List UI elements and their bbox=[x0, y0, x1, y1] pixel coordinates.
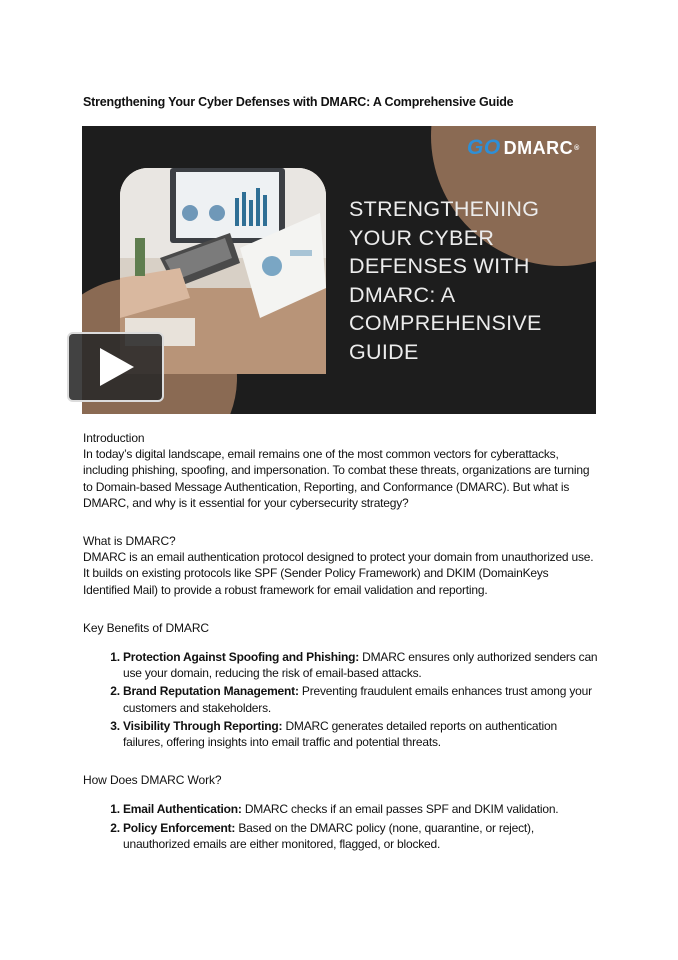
banner-heading-line: STRENGTHENING bbox=[349, 197, 540, 221]
video-play-button[interactable] bbox=[67, 332, 164, 402]
section-what-is-dmarc bbox=[83, 533, 598, 598]
list-item bbox=[123, 718, 598, 750]
banner-heading-line: COMPREHENSIVE bbox=[349, 311, 542, 336]
list-item-text: Preventing fraudulent emails enhances trust among your customers and stakeholders. bbox=[123, 684, 592, 715]
section-introduction bbox=[83, 430, 598, 511]
section-heading: Introduction bbox=[83, 431, 145, 445]
how-list bbox=[83, 801, 598, 852]
list-item-title: Visibility Through Reporting: bbox=[123, 718, 283, 733]
section-paragraph: In today’s digital landscape, email remains one of the most common vectors for cyberattacks, including phishing, spoofing, and impersonation. To combat these threats, organizations are turning to Domain-based Message Authentication, Reporting, and Conformance (DMARC). But what is DMARC, and why is it essential for your cybersecurity strategy? bbox=[83, 447, 590, 510]
play-icon bbox=[96, 346, 136, 388]
list-item bbox=[123, 649, 598, 681]
logo-go: GO bbox=[467, 136, 501, 159]
list-item-text: DMARC ensures only authorized senders can use your domain, reducing the risk of email-based attacks. bbox=[123, 650, 598, 681]
list-item-title: Policy Enforcement: bbox=[123, 820, 236, 835]
document-title: Strengthening Your Cyber Defenses with DMARC: A Comprehensive Guide bbox=[83, 95, 514, 109]
banner-heading bbox=[349, 195, 589, 367]
list-item bbox=[123, 820, 598, 852]
section-heading: How Does DMARC Work? bbox=[83, 773, 222, 788]
banner-heading-line: DMARC: A bbox=[349, 282, 456, 307]
section-how-dmarc-works bbox=[83, 772, 598, 852]
list-item bbox=[123, 683, 598, 715]
section-key-benefits bbox=[83, 620, 598, 750]
list-item-text: Based on the DMARC policy (none, quarantine, or reject), unauthorized emails are either monitored, flagged, or blocked. bbox=[123, 820, 534, 851]
list-item bbox=[123, 801, 598, 817]
list-item-title: Brand Reputation Management: bbox=[123, 684, 299, 699]
section-paragraph: DMARC is an email authentication protocol designed to protect your domain from unauthorized use. It builds on existing protocols like SPF (Sender Policy Framework) and DKIM (DomainKeys Identified Mail) to provide a robust framework for email validation and reporting. bbox=[83, 550, 594, 597]
list-item-title: Email Authentication: bbox=[123, 802, 242, 817]
banner-heading-line: GUIDE bbox=[349, 339, 419, 364]
section-heading: Key Benefits of DMARC bbox=[83, 620, 209, 635]
article-body bbox=[83, 430, 598, 874]
list-item-text: DMARC generates detailed reports on authentication failures, offering insights into email traffic and potential threats. bbox=[123, 718, 557, 750]
list-item-text: DMARC checks if an email passes SPF and DKIM validation. bbox=[241, 802, 559, 817]
banner-heading-line: DEFENSES WITH bbox=[349, 254, 530, 279]
benefits-list bbox=[83, 649, 598, 750]
logo-registered-mark: ® bbox=[574, 144, 580, 152]
section-heading: What is DMARC? bbox=[83, 534, 176, 549]
logo-dmarc: DMARC bbox=[503, 137, 574, 158]
list-item-title: Protection Against Spoofing and Phishing: bbox=[123, 650, 360, 665]
banner-heading-line: YOUR CYBER bbox=[349, 225, 495, 250]
godmarc-logo bbox=[467, 136, 580, 160]
